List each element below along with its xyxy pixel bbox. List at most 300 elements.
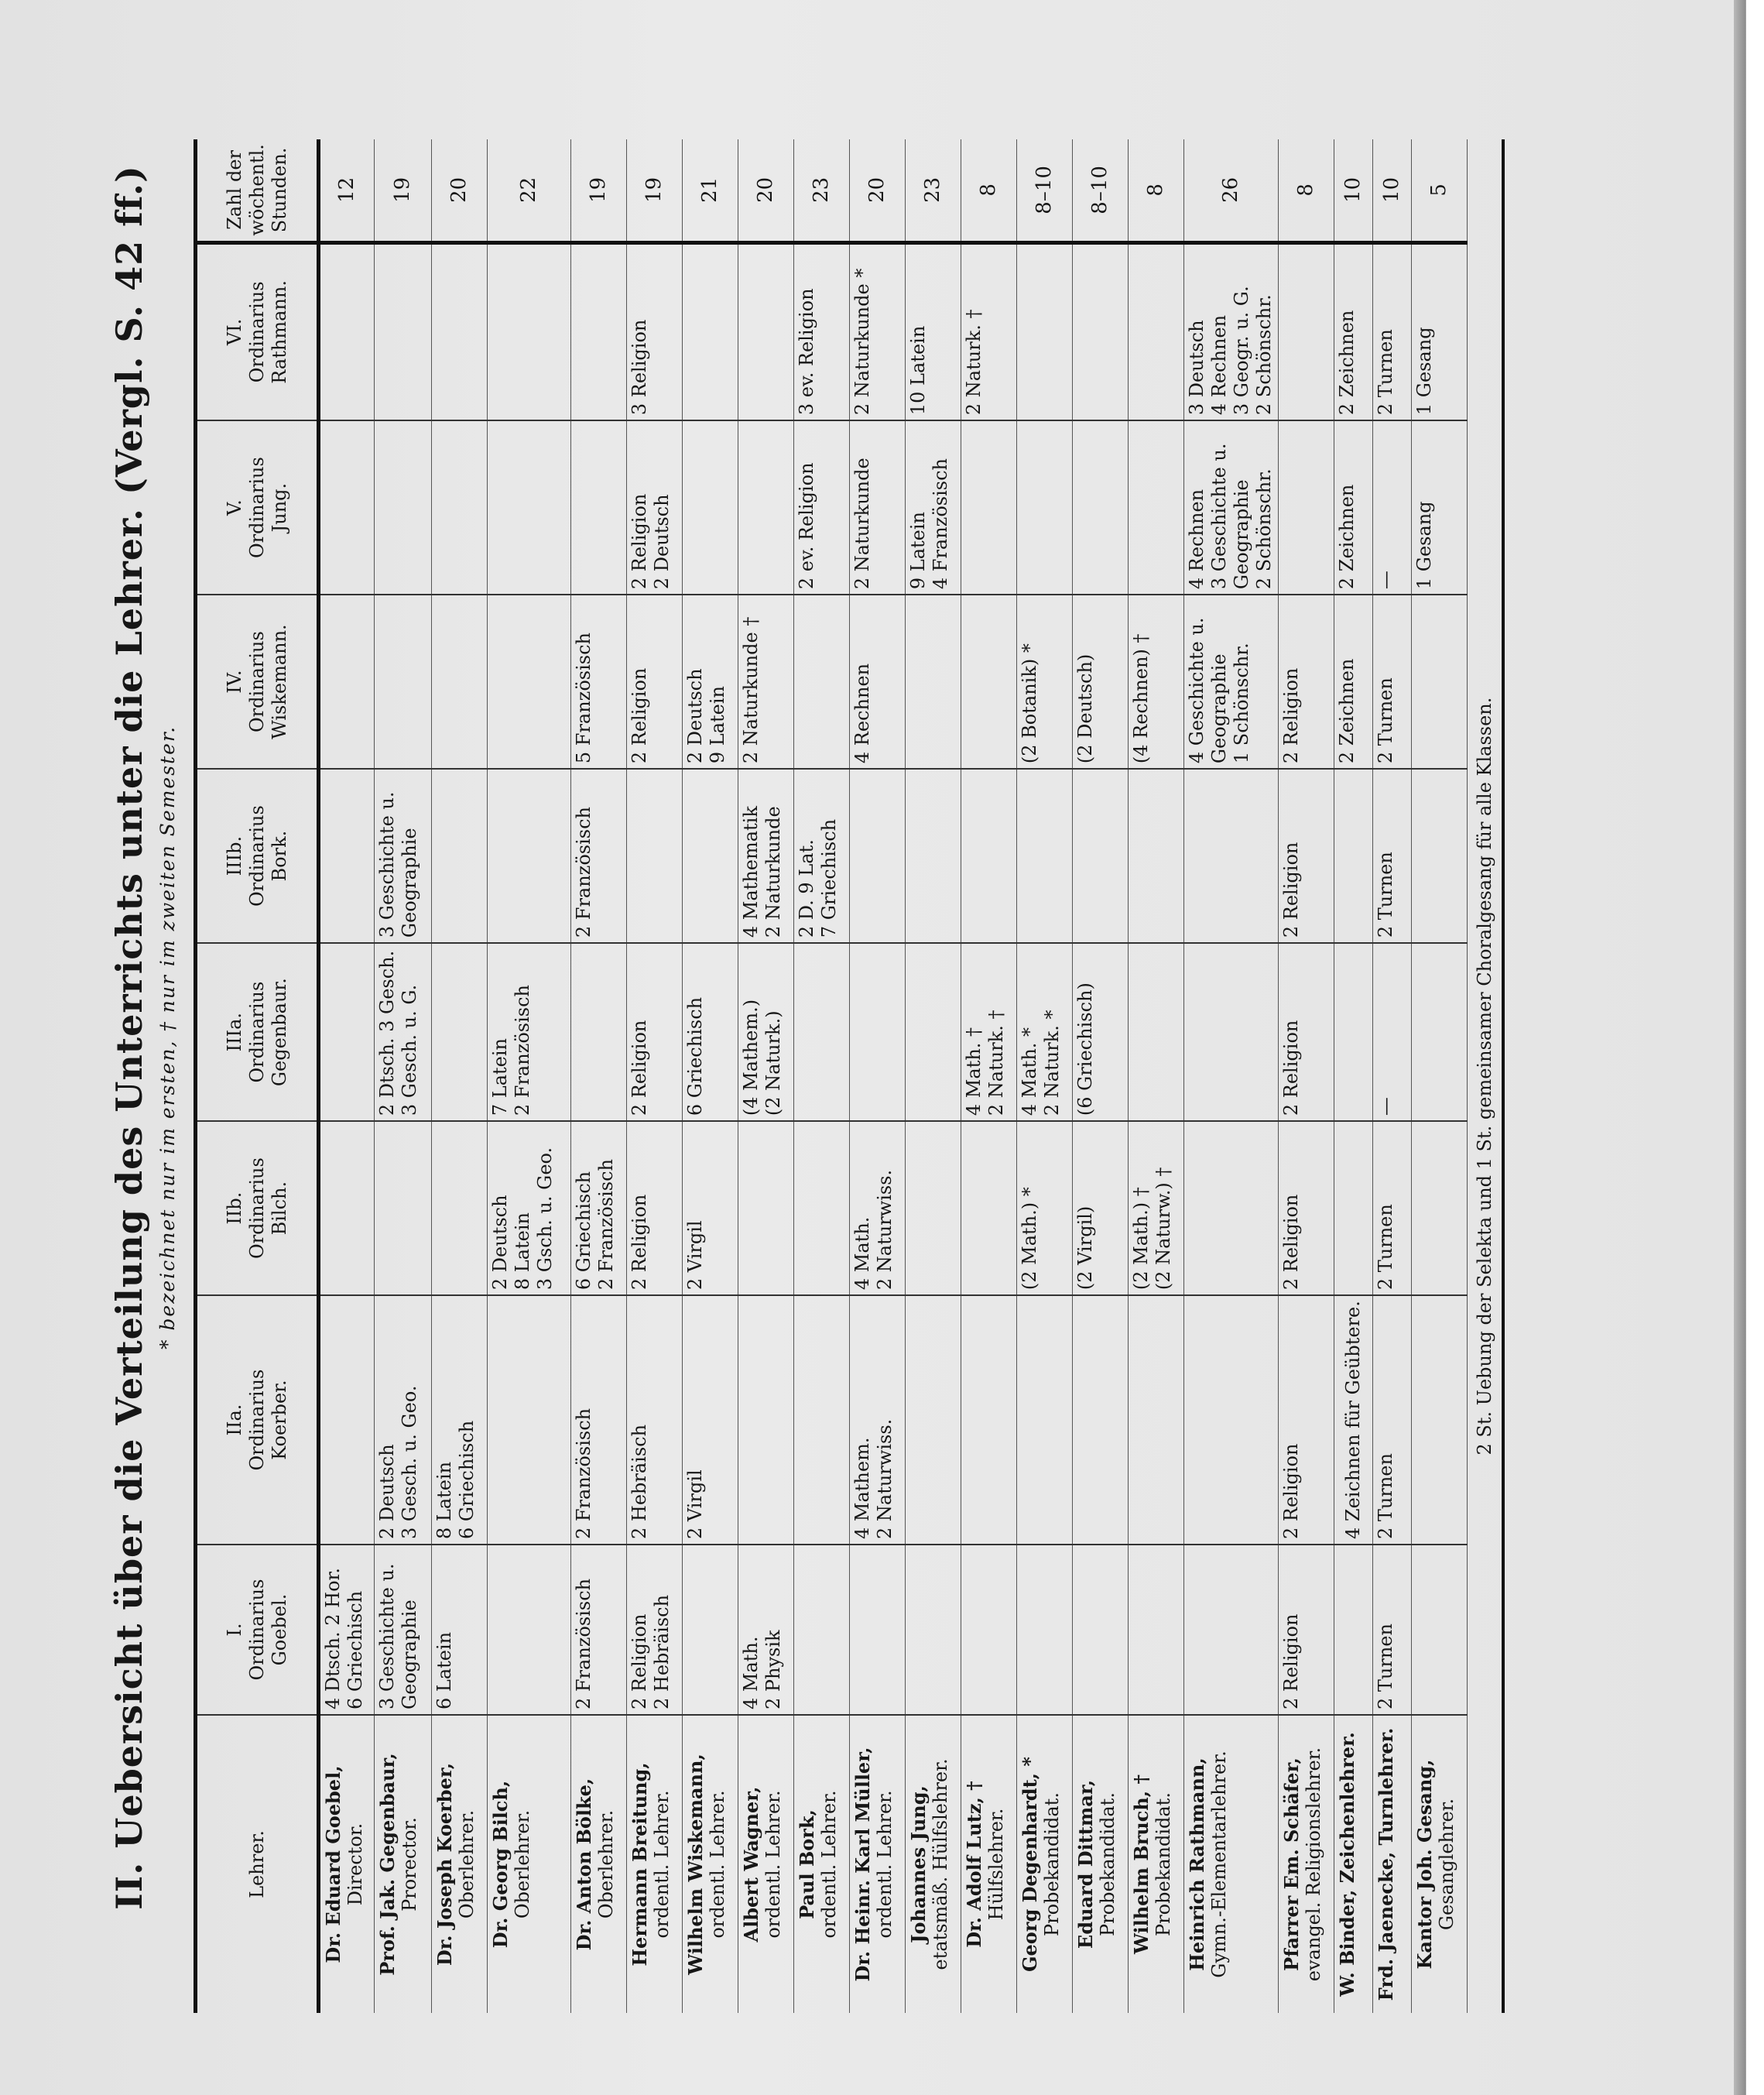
subject-line: 2 Zeichnen: [1336, 310, 1358, 416]
subject-cell: [683, 769, 738, 943]
subject-cell: [1129, 420, 1184, 595]
header-class-7: [196, 420, 319, 595]
subject-cell: [627, 1295, 683, 1545]
subject-line: 2 Religion: [1280, 667, 1302, 764]
subject-cell: [906, 769, 961, 943]
subject-line: (2 Naturk.): [762, 1010, 784, 1116]
teacher-role: Oberlehrer.: [456, 1809, 478, 1919]
subject-cell: [1017, 1121, 1073, 1295]
header-teacher: [196, 1715, 319, 2013]
subject-line: 3 Geschichte u.: [1208, 443, 1230, 590]
subject-cell: [1184, 1295, 1279, 1545]
hours-total-cell: 8: [1129, 139, 1184, 242]
subject-cell: [961, 420, 1017, 595]
subject-cell: [432, 943, 488, 1121]
subject-line: 2 Französisch: [573, 1408, 594, 1539]
subject-cell: [488, 1295, 571, 1545]
subject-cell: [1412, 1121, 1468, 1295]
subject-line: 2 Naturwiss.: [874, 1418, 896, 1539]
subject-line: Geographie: [399, 828, 420, 938]
subject-line: 3 Geschichte u.: [376, 1563, 398, 1709]
subject-line: 2 Religion: [1280, 1020, 1302, 1116]
table-row: [1279, 139, 1334, 2013]
subject-line: 2 Deutsch: [651, 494, 673, 590]
subject-line: 4 Rechnen: [1186, 489, 1207, 590]
header-line: Ordinarius: [245, 805, 268, 907]
teacher-cell: [1073, 1715, 1129, 2013]
subject-cell: [850, 1121, 906, 1295]
table-row: [571, 139, 627, 2013]
subject-cell: [1334, 769, 1373, 943]
subject-cell: [319, 595, 375, 769]
subject-line: 4 Mathematik: [740, 806, 762, 938]
header-line: IIa.: [223, 1404, 245, 1436]
subject-cell: [1373, 420, 1412, 595]
teacher-cell: [1279, 1715, 1334, 2013]
subject-cell: [683, 1545, 738, 1715]
subject-cell: [1279, 1545, 1334, 1715]
hours-total-cell: 8–10: [1017, 139, 1073, 242]
subject-cell: [488, 943, 571, 1121]
subject-cell: [488, 420, 571, 595]
subject-line: 3 Geschichte u.: [376, 791, 398, 938]
teacher-role: Gesanglehrer.: [1436, 1798, 1457, 1931]
teacher-cell: [906, 1715, 961, 2013]
teacher-cell: [627, 1715, 683, 2013]
teacher-role: evangel. Religionslehrer.: [1303, 1747, 1324, 1982]
hours-total-cell: 19: [375, 139, 432, 242]
header-line: Ordinarius: [245, 981, 268, 1083]
subject-line: 2 Zeichnen: [1336, 658, 1358, 764]
header-line: Bilch.: [268, 1181, 290, 1236]
subject-cell: [850, 242, 906, 420]
subject-line: Geographie: [399, 1600, 420, 1709]
subject-line: 2 Französisch: [512, 985, 533, 1116]
subject-line: 2 Turnen: [1375, 677, 1396, 764]
subject-line: 2 Französisch: [573, 807, 594, 938]
header-line: Rathmann.: [268, 280, 290, 384]
table-row: [683, 139, 738, 2013]
subject-line: 2 Naturk. †: [985, 1010, 1007, 1116]
subject-cell: [1017, 1545, 1073, 1715]
subject-line: 4 Zeichnen für Geübtere.: [1342, 1301, 1364, 1539]
teacher-cell: [738, 1715, 794, 2013]
subject-cell: [1017, 769, 1073, 943]
table-row: [1184, 139, 1279, 2013]
subject-cell: [1412, 595, 1468, 769]
subject-cell: [738, 769, 794, 943]
subject-cell: [1184, 242, 1279, 420]
subject-line: 7 Latein: [489, 1037, 511, 1116]
subject-line: 6 Griechisch: [573, 1171, 594, 1291]
teacher-name: Eduard Dittmar,: [1074, 1779, 1097, 1949]
footer-note: 2 St. Uebung der Selekta und 1 St. gemeinsamer Choralgesang für alle Klassen.: [1468, 139, 1504, 2013]
teacher-role: Hülfslehrer.: [985, 1808, 1007, 1921]
header-class-4: [196, 943, 319, 1121]
subject-line: 1 Gesang: [1413, 327, 1435, 416]
subject-line: 2 Religion: [1280, 1194, 1302, 1291]
subject-line: 2 Naturwiss.: [874, 1169, 896, 1291]
subject-line: 2 Turnen: [1375, 329, 1396, 416]
subject-line: 3 Gsch. u. Geo.: [534, 1147, 556, 1291]
header-line: Zahl der: [223, 149, 245, 230]
subject-line: 4 Rechnen: [851, 663, 873, 764]
subject-line: 6 Latein: [433, 1631, 455, 1709]
header-line: IIIa.: [223, 1012, 245, 1052]
subject-cell: [1334, 595, 1373, 769]
subject-line: 8 Latein: [512, 1212, 533, 1291]
subject-cell: [1373, 1295, 1412, 1545]
subject-line: 2 Naturkunde *: [851, 268, 873, 416]
subject-cell: [1129, 1121, 1184, 1295]
subject-line: 2 Religion: [629, 493, 650, 590]
subject-cell: [1129, 595, 1184, 769]
table-row: [906, 139, 961, 2013]
hours-total-cell: 22: [488, 139, 571, 242]
header-line: Ordinarius: [245, 1157, 268, 1260]
subject-cell: [1412, 420, 1468, 595]
subject-line: Geographie: [1231, 479, 1252, 590]
subject-line: 2 ev. Religion: [796, 462, 817, 590]
teacher-role: Director.: [344, 1822, 366, 1906]
page-edge: [1734, 0, 1764, 2095]
subject-line: (2 Deutsch): [1074, 653, 1096, 764]
teacher-role: ordentl. Lehrer.: [762, 1790, 784, 1939]
teacher-cell: [319, 1715, 375, 2013]
subject-line: 4 Math. †: [963, 1027, 985, 1116]
header-line: IIb.: [223, 1192, 245, 1225]
hours-total-cell: 19: [627, 139, 683, 242]
subject-cell: [850, 943, 906, 1121]
subject-line: 2 Religion: [629, 1194, 650, 1291]
subject-line: 3 Gesch. u. Geo.: [399, 1385, 420, 1539]
subject-cell: [738, 1295, 794, 1545]
teacher-name: Dr. Adolf Lutz, †: [963, 1781, 985, 1948]
subject-line: 2 Naturkunde †: [740, 616, 762, 764]
subject-cell: [906, 242, 961, 420]
subject-cell: [1129, 242, 1184, 420]
hours-total-cell: 12: [319, 139, 375, 242]
header-line: Stunden.: [268, 147, 290, 233]
header-line: VI.: [223, 318, 245, 346]
subject-line: 2 Turnen: [1375, 852, 1396, 938]
subject-cell: [1334, 1295, 1373, 1545]
subject-cell: [432, 595, 488, 769]
subject-cell: [961, 595, 1017, 769]
subject-cell: [961, 943, 1017, 1121]
header-total-hours: [196, 139, 319, 242]
subject-line: (2 Botanik) *: [1019, 643, 1040, 764]
subject-line: 3 Religion: [629, 319, 650, 416]
teacher-role: ordentl. Lehrer.: [707, 1790, 728, 1939]
subject-cell: [571, 943, 627, 1121]
subject-line: 8 Latein: [433, 1461, 455, 1539]
subject-cell: [1184, 420, 1279, 595]
hours-total-cell: 23: [906, 139, 961, 242]
hours-total-cell: 26: [1184, 139, 1279, 242]
table-row: [432, 139, 488, 2013]
subject-cell: [319, 1545, 375, 1715]
header-line: Koerber.: [268, 1380, 290, 1460]
subject-cell: [794, 1545, 850, 1715]
subject-line: 2 Deutsch: [489, 1195, 511, 1291]
subject-cell: [488, 242, 571, 420]
hours-total-cell: 19: [571, 139, 627, 242]
subject-line: 2 Religion: [1280, 1613, 1302, 1709]
hours-total-cell: 8: [1279, 139, 1334, 242]
subject-line: 9 Latein: [907, 511, 929, 590]
subject-cell: [432, 1545, 488, 1715]
subject-cell: [432, 1121, 488, 1295]
subject-cell: [1373, 595, 1412, 769]
subject-cell: [1373, 943, 1412, 1121]
subject-line: 4 Dtsch. 2 Hor.: [322, 1568, 344, 1709]
subject-cell: [683, 242, 738, 420]
subject-cell: [683, 943, 738, 1121]
table-row: [794, 139, 850, 2013]
subject-cell: [794, 943, 850, 1121]
teacher-name: Georg Degenhardt, *: [1019, 1757, 1041, 1972]
teacher-cell: [1412, 1715, 1468, 2013]
subject-cell: [375, 769, 432, 943]
subject-cell: [375, 420, 432, 595]
subject-cell: [683, 420, 738, 595]
subject-line: 2 Naturkunde: [851, 458, 873, 590]
subject-line: 2 Zeichnen: [1336, 484, 1358, 590]
table-row: [1412, 139, 1468, 2013]
subject-line: 2 Virgil: [684, 1220, 706, 1291]
hours-total-cell: 10: [1334, 139, 1373, 242]
subject-cell: [1412, 769, 1468, 943]
subject-line: 1 Schönschr.: [1231, 643, 1252, 764]
subject-line: 2 Deutsch: [684, 668, 706, 764]
teacher-cell: [794, 1715, 850, 2013]
subject-cell: [1373, 769, 1412, 943]
hours-total-cell: 20: [432, 139, 488, 242]
page-subtitle: * bezeichnet nur im ersten, † nur im zweiten Semester.: [156, 725, 179, 1350]
subject-cell: [794, 1121, 850, 1295]
subject-cell: [571, 769, 627, 943]
subject-cell: [683, 1295, 738, 1545]
subject-line: 4 Mathem.: [851, 1437, 873, 1539]
subject-cell: [1017, 242, 1073, 420]
subject-cell: [961, 1121, 1017, 1295]
header-line: Goebel.: [268, 1593, 290, 1666]
subject-cell: [738, 595, 794, 769]
subject-line: 2 Religion: [1280, 1443, 1302, 1539]
subject-cell: [906, 943, 961, 1121]
subject-line: 4 Geschichte u.: [1186, 617, 1207, 764]
subject-cell: [1412, 242, 1468, 420]
subject-line: 2 D. 9 Lat.: [796, 839, 817, 938]
subject-line: 2 Religion: [629, 667, 650, 764]
header-line: Lehrer.: [245, 1830, 268, 1898]
teacher-name: Wilhelm Bruch, †: [1130, 1774, 1153, 1955]
subject-cell: [961, 1545, 1017, 1715]
subject-cell: [850, 420, 906, 595]
subject-cell: [375, 1121, 432, 1295]
subject-cell: [319, 943, 375, 1121]
table-body: [319, 139, 1504, 2013]
teacher-name: Paul Bork,: [796, 1809, 818, 1919]
footer-row: [1468, 139, 1504, 2013]
subject-cell: [738, 1121, 794, 1295]
table-row: [1373, 139, 1412, 2013]
header-line: Ordinarius: [245, 1369, 268, 1471]
subject-cell: [1184, 769, 1279, 943]
subject-line: 4 Math. *: [1019, 1027, 1040, 1116]
subject-cell: [738, 420, 794, 595]
subject-cell: [961, 242, 1017, 420]
subject-cell: [319, 769, 375, 943]
subject-cell: [1129, 943, 1184, 1121]
subject-cell: [375, 1295, 432, 1545]
teacher-cell: [1373, 1715, 1412, 2013]
subject-cell: [432, 769, 488, 943]
header-class-2: [196, 1295, 319, 1545]
teacher-name: Pfarrer Em. Schäfer,: [1280, 1757, 1303, 1971]
teacher-cell: [1184, 1715, 1279, 2013]
hours-total-cell: 21: [683, 139, 738, 242]
subject-cell: [794, 595, 850, 769]
header-class-6: [196, 595, 319, 769]
subject-cell: [1017, 1295, 1073, 1545]
subject-cell: [375, 943, 432, 1121]
header-class-1: [196, 1545, 319, 1715]
subject-line: 2 Schönschr.: [1253, 294, 1275, 416]
subject-cell: [1412, 943, 1468, 1121]
header-line: Ordinarius: [245, 281, 268, 383]
subject-cell: [432, 242, 488, 420]
subject-line: 2 Religion: [629, 1613, 650, 1709]
subject-line: 9 Latein: [707, 685, 728, 764]
table-row: [738, 139, 794, 2013]
subject-cell: [850, 595, 906, 769]
subject-cell: [1073, 420, 1129, 595]
subject-cell: [738, 1545, 794, 1715]
subject-cell: [1373, 1121, 1412, 1295]
subject-cell: [319, 1295, 375, 1545]
header-line: Ordinarius: [245, 1579, 268, 1681]
subject-cell: [627, 943, 683, 1121]
teacher-role: Probekandidat.: [1153, 1792, 1174, 1936]
subject-cell: [850, 769, 906, 943]
teacher-role: Oberlehrer.: [512, 1809, 533, 1919]
teacher-role: ordentl. Lehrer.: [651, 1790, 673, 1939]
subject-line: 2 Dtsch. 3 Gesch.: [376, 950, 398, 1116]
subject-line: (6 Griechisch): [1074, 982, 1096, 1116]
subject-line: 6 Griechisch: [684, 996, 706, 1116]
subject-cell: [375, 1545, 432, 1715]
header-line: I.: [223, 1623, 245, 1637]
header-line: Jung.: [268, 482, 290, 533]
header-line: wöchentl.: [245, 144, 268, 236]
teacher-role: ordentl. Lehrer.: [818, 1790, 840, 1939]
subject-cell: [1129, 1545, 1184, 1715]
rotated-page: [108, 62, 1564, 2013]
subject-line: 3 Gesch. u. G.: [399, 984, 420, 1116]
subject-cell: [1129, 769, 1184, 943]
subject-cell: [961, 769, 1017, 943]
subject-line: 4 Math.: [740, 1636, 762, 1709]
teacher-name: W. Binder, Zeichenlehrer.: [1336, 1732, 1358, 1997]
subject-cell: [1412, 1545, 1468, 1715]
subject-line: 2 Religion: [629, 1020, 650, 1116]
subject-cell: [1279, 595, 1334, 769]
subject-line: 7 Griechisch: [818, 818, 840, 938]
subject-line: 2 Deutsch: [376, 1444, 398, 1539]
teacher-cell: [683, 1715, 738, 2013]
page-title: II. Uebersicht über die Verteilung des Unterrichts unter die Lehrer. (Vergl. S. 42 ff.): [108, 165, 150, 1910]
subject-cell: [906, 1545, 961, 1715]
teacher-name: Dr. Eduard Goebel,: [322, 1765, 344, 1963]
teacher-name: Hermann Breitung,: [629, 1762, 651, 1966]
subject-cell: [1073, 943, 1129, 1121]
subject-cell: [1279, 943, 1334, 1121]
subject-cell: [1184, 1545, 1279, 1715]
subject-cell: [1279, 1121, 1334, 1295]
teacher-cell: [1017, 1715, 1073, 2013]
subject-cell: [1334, 1121, 1373, 1295]
subject-cell: [738, 943, 794, 1121]
subject-cell: [906, 1121, 961, 1295]
subject-cell: [1017, 943, 1073, 1121]
subject-line: (2 Virgil): [1074, 1205, 1096, 1291]
subject-cell: [627, 595, 683, 769]
subject-cell: [1373, 242, 1412, 420]
table-row: [319, 139, 375, 2013]
subject-cell: [794, 420, 850, 595]
subject-cell: [488, 595, 571, 769]
header-line: Bork.: [268, 830, 290, 882]
subject-cell: [571, 242, 627, 420]
subject-cell: [1279, 769, 1334, 943]
header-line: Ordinarius: [245, 457, 268, 559]
subject-cell: [1279, 1295, 1334, 1545]
header-line: V.: [223, 499, 245, 516]
table-row: [375, 139, 432, 2013]
subject-cell: [432, 1295, 488, 1545]
subject-line: —: [1375, 1097, 1396, 1116]
table-row: [1073, 139, 1129, 2013]
table-row: [627, 139, 683, 2013]
teacher-name: Dr. Joseph Koerber,: [433, 1762, 456, 1966]
header-class-5: [196, 769, 319, 943]
subject-line: 1 Gesang: [1413, 501, 1435, 590]
subject-cell: [319, 420, 375, 595]
hours-total-cell: 5: [1412, 139, 1468, 242]
header-line: IV.: [223, 670, 245, 694]
table-row: [1017, 139, 1073, 2013]
subject-line: 2 Hebräisch: [629, 1424, 650, 1539]
subject-cell: [571, 1121, 627, 1295]
teacher-cell: [571, 1715, 627, 2013]
subject-cell: [627, 1545, 683, 1715]
subject-cell: [683, 595, 738, 769]
teacher-cell: [961, 1715, 1017, 2013]
subject-cell: [571, 1295, 627, 1545]
subject-cell: [906, 420, 961, 595]
hours-total-cell: 8: [961, 139, 1017, 242]
header-line: Gegenbaur.: [268, 978, 290, 1087]
subject-cell: [1129, 1295, 1184, 1545]
subject-cell: [627, 420, 683, 595]
subject-cell: [1017, 595, 1073, 769]
teacher-role: Probekandidat.: [1041, 1792, 1063, 1936]
subject-cell: [319, 242, 375, 420]
subject-line: 2 Physik: [762, 1630, 784, 1709]
teacher-name: Heinrich Rathmann,: [1186, 1757, 1208, 1971]
